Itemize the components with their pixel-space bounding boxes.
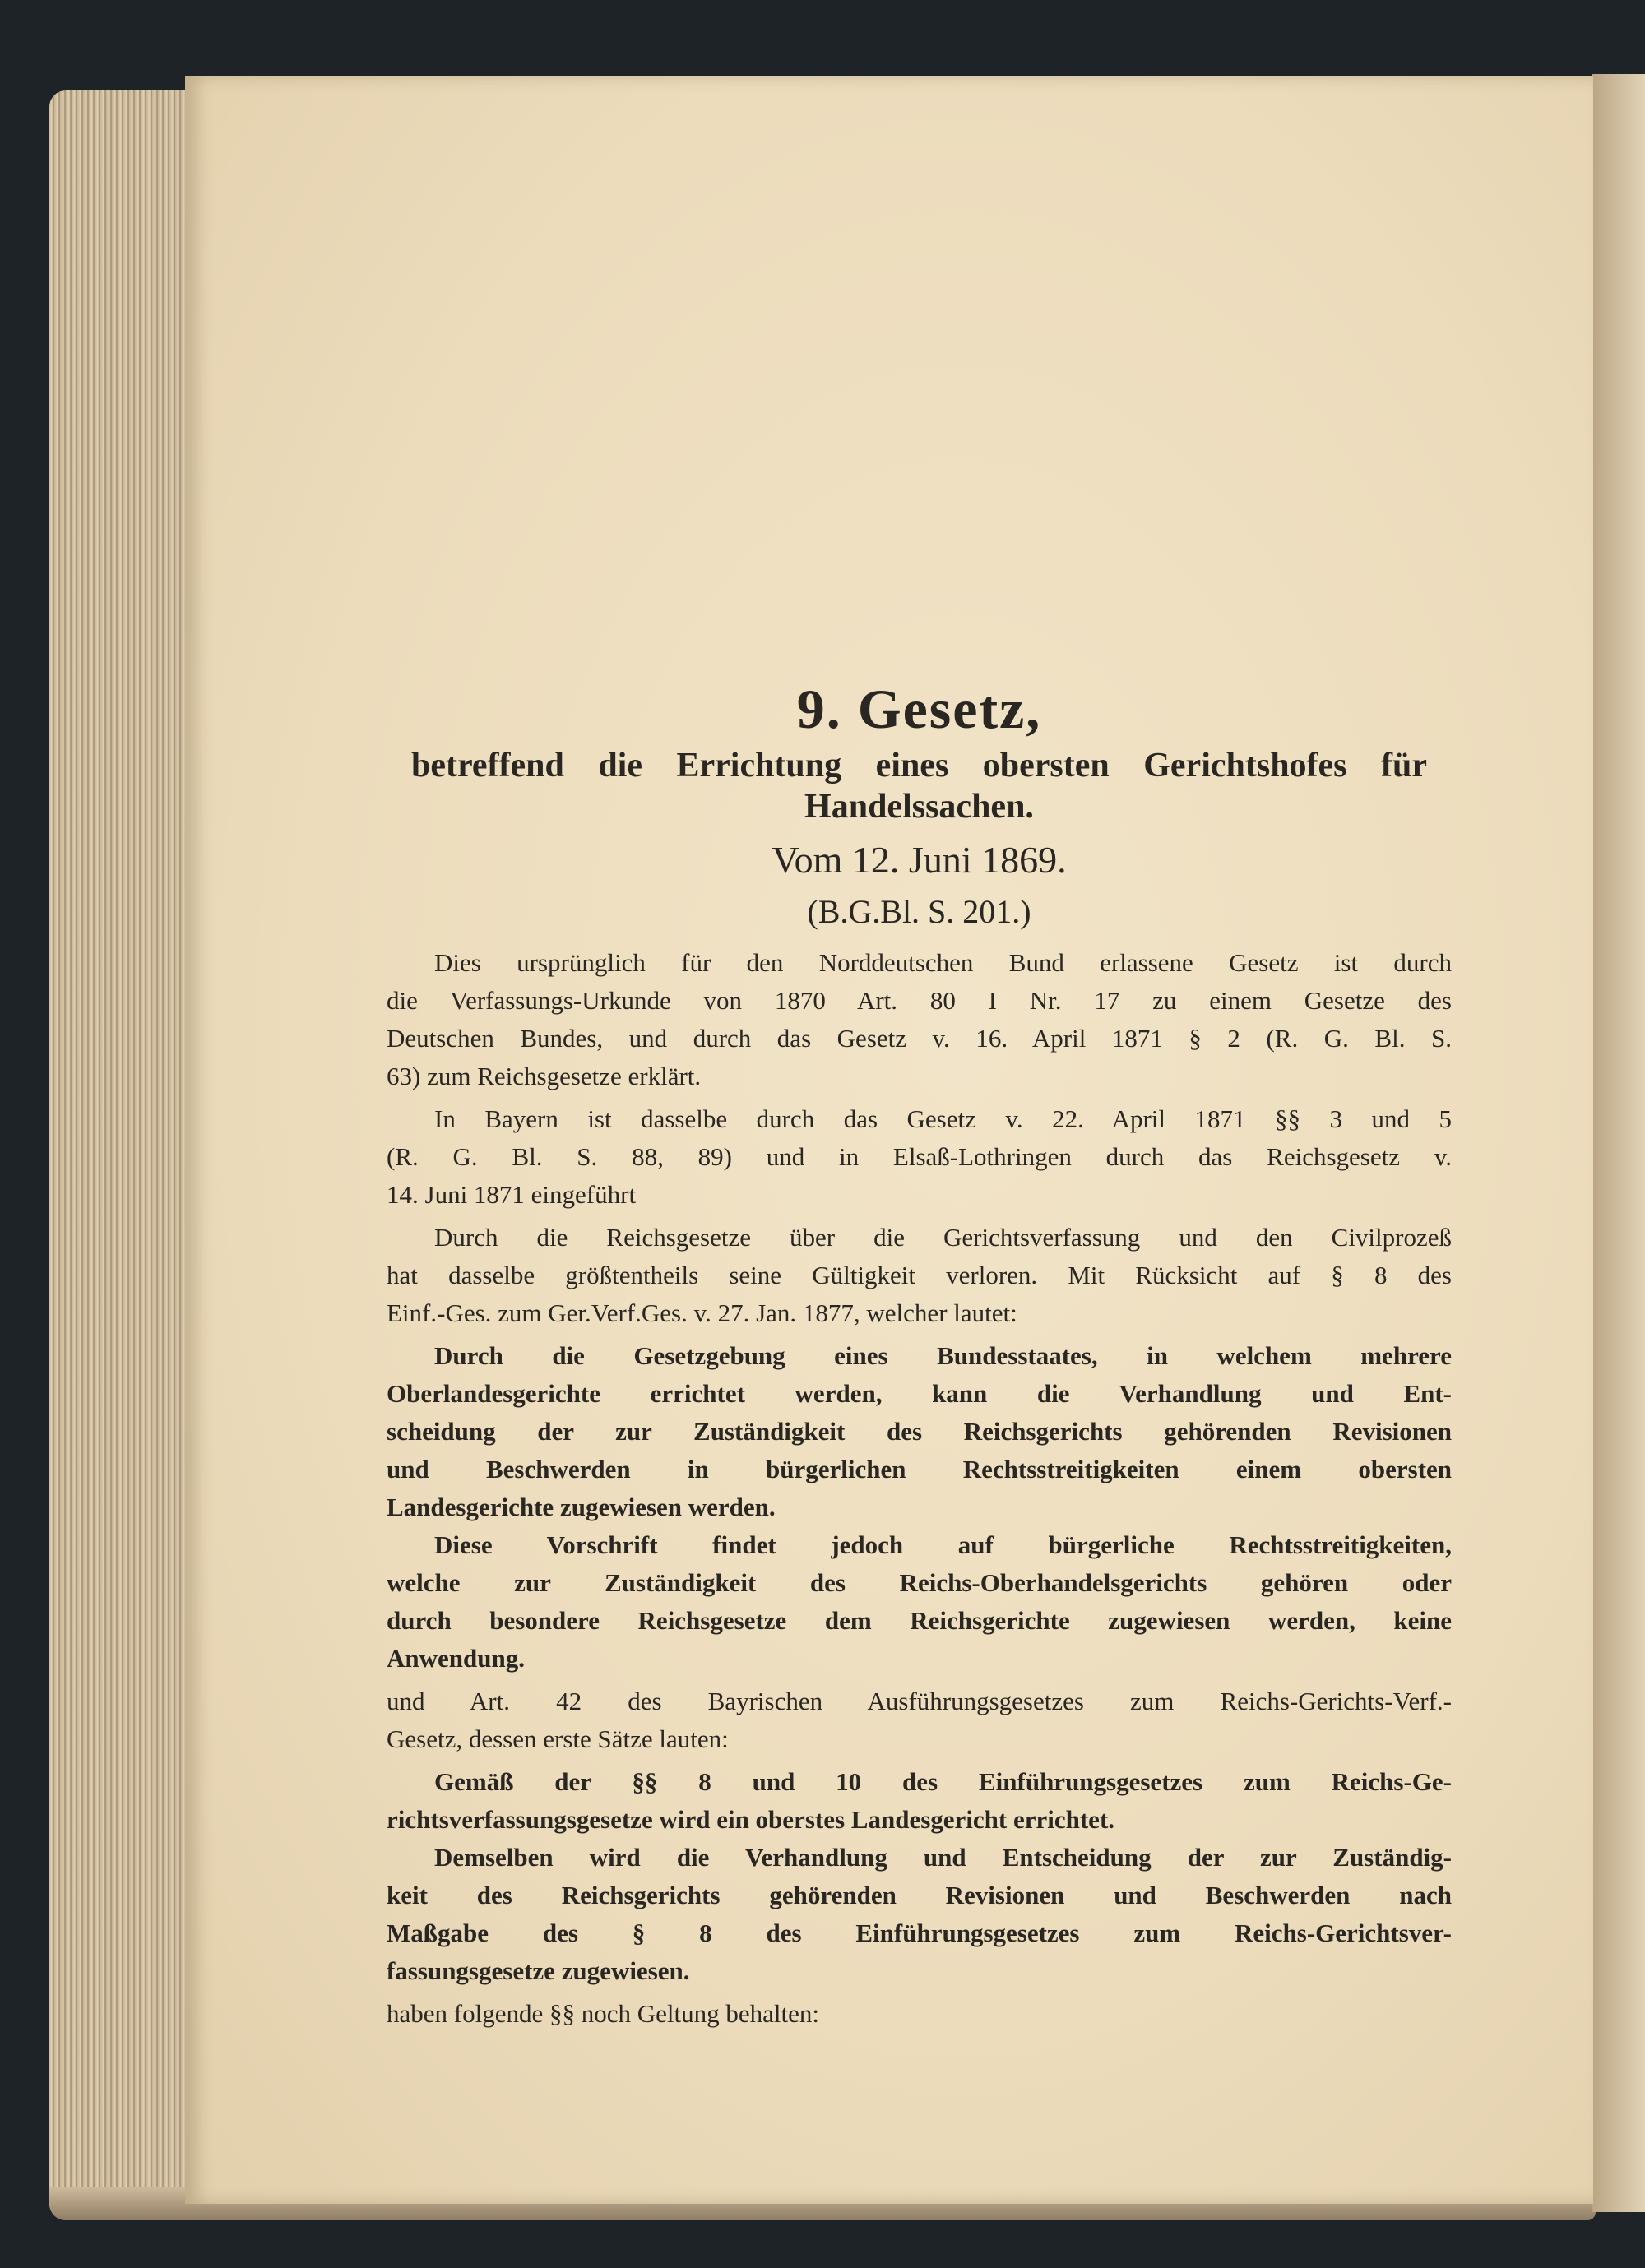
- subtitle-line: Handelssachen.: [804, 788, 1034, 826]
- text-line: Gemäß der §§ 8 und 10 des Einführungsgesetzes zum Reichs-Ge-: [434, 1767, 1452, 1796]
- text-line: Oberlandesgerichte errichtet werden, kann die Verhandlung und Ent-: [387, 1379, 1452, 1408]
- text-line: Durch die Gesetzgebung eines Bundesstaates, in welchem mehrere: [434, 1341, 1452, 1370]
- quoted-provision-paragraph: [387, 1839, 1452, 1990]
- law-subtitle: [411, 745, 1427, 827]
- text-line: Anwendung.: [387, 1644, 525, 1673]
- facing-page-edge: [1592, 74, 1645, 2212]
- book-page-edges: [49, 90, 189, 2220]
- text-line: Landesgerichte zugewiesen werden.: [387, 1493, 776, 1521]
- quoted-provision-paragraph: [387, 1763, 1452, 1839]
- commentary-paragraph: [387, 1995, 1452, 2033]
- text-line: Deutschen Bundes, und durch das Gesetz v. 16. April 1871 § 2 (R. G. Bl. S.: [387, 1024, 1452, 1053]
- text-line: (R. G. Bl. S. 88, 89) und in Elsaß-Lothringen durch das Reichsgesetz v.: [387, 1142, 1452, 1171]
- commentary-paragraph: [387, 1100, 1452, 1214]
- law-date: Vom 12. Juni 1869.: [772, 839, 1067, 881]
- text-line: Demselben wird die Verhandlung und Entscheidung der zur Zuständig-: [434, 1843, 1452, 1872]
- commentary-paragraph: [387, 1682, 1452, 1758]
- law-reference: (B.G.Bl. S. 201.): [807, 893, 1031, 930]
- text-line: fassungsgesetze zugewiesen.: [387, 1956, 690, 1985]
- commentary-paragraph: [387, 1219, 1452, 1332]
- text-line: Einf.-Ges. zum Ger.Verf.Ges. v. 27. Jan. 1877, welcher lautet:: [387, 1298, 1017, 1327]
- text-line: und Beschwerden in bürgerlichen Rechtsstreitigkeiten einem obersten: [387, 1455, 1452, 1483]
- subtitle-line: betreffend die Errichtung eines obersten Gerichtshofes für: [411, 747, 1427, 785]
- text-line: welche zur Zuständigkeit des Reichs-Oberhandelsgerichts gehören oder: [387, 1568, 1452, 1597]
- text-line: und Art. 42 des Bayrischen Ausführungsgesetzes zum Reichs-Gerichts-Verf.-: [387, 1687, 1452, 1715]
- text-line: haben folgende §§ noch Geltung behalten:: [387, 1999, 819, 2028]
- text-line: richtsverfassungsgesetze wird ein oberstes Landesgericht errichtet.: [387, 1805, 1115, 1834]
- text-line: Gesetz, dessen erste Sätze lauten:: [387, 1724, 729, 1753]
- text-line: Maßgabe des § 8 des Einführungsgesetzes zum Reichs-Gerichtsver-: [387, 1919, 1452, 1947]
- text-line: durch besondere Reichsgesetze dem Reichsgerichte zugewiesen werden, keine: [387, 1606, 1452, 1635]
- text-line: Dies ursprünglich für den Norddeutschen Bund erlassene Gesetz ist durch: [434, 948, 1452, 977]
- law-title: 9. Gesetz,: [796, 678, 1042, 740]
- text-line: keit des Reichsgerichts gehörenden Revisionen und Beschwerden nach: [387, 1881, 1452, 1909]
- book-page: [185, 76, 1593, 2204]
- quoted-provision-paragraph: [387, 1337, 1452, 1526]
- quoted-provision-paragraph: [387, 1526, 1452, 1678]
- text-column: [387, 676, 1452, 2033]
- commentary-paragraph: [387, 944, 1452, 1095]
- text-line: hat dasselbe größtentheils seine Gültigkeit verloren. Mit Rücksicht auf § 8 des: [387, 1261, 1452, 1289]
- text-line: 63) zum Reichsgesetze erklärt.: [387, 1062, 702, 1090]
- text-line: In Bayern ist dasselbe durch das Gesetz v. 22. April 1871 §§ 3 und 5: [434, 1104, 1452, 1133]
- text-line: Diese Vorschrift findet jedoch auf bürgerliche Rechtsstreitigkeiten,: [434, 1530, 1452, 1559]
- text-line: scheidung der zur Zuständigkeit des Reichsgerichts gehörenden Revisionen: [387, 1417, 1452, 1446]
- text-line: 14. Juni 1871 eingeführt: [387, 1180, 637, 1209]
- text-line: die Verfassungs-Urkunde von 1870 Art. 80 I Nr. 17 zu einem Gesetze des: [387, 986, 1452, 1015]
- text-line: Durch die Reichsgesetze über die Gerichtsverfassung und den Civilprozeß: [434, 1223, 1452, 1252]
- body-text: [387, 944, 1452, 2033]
